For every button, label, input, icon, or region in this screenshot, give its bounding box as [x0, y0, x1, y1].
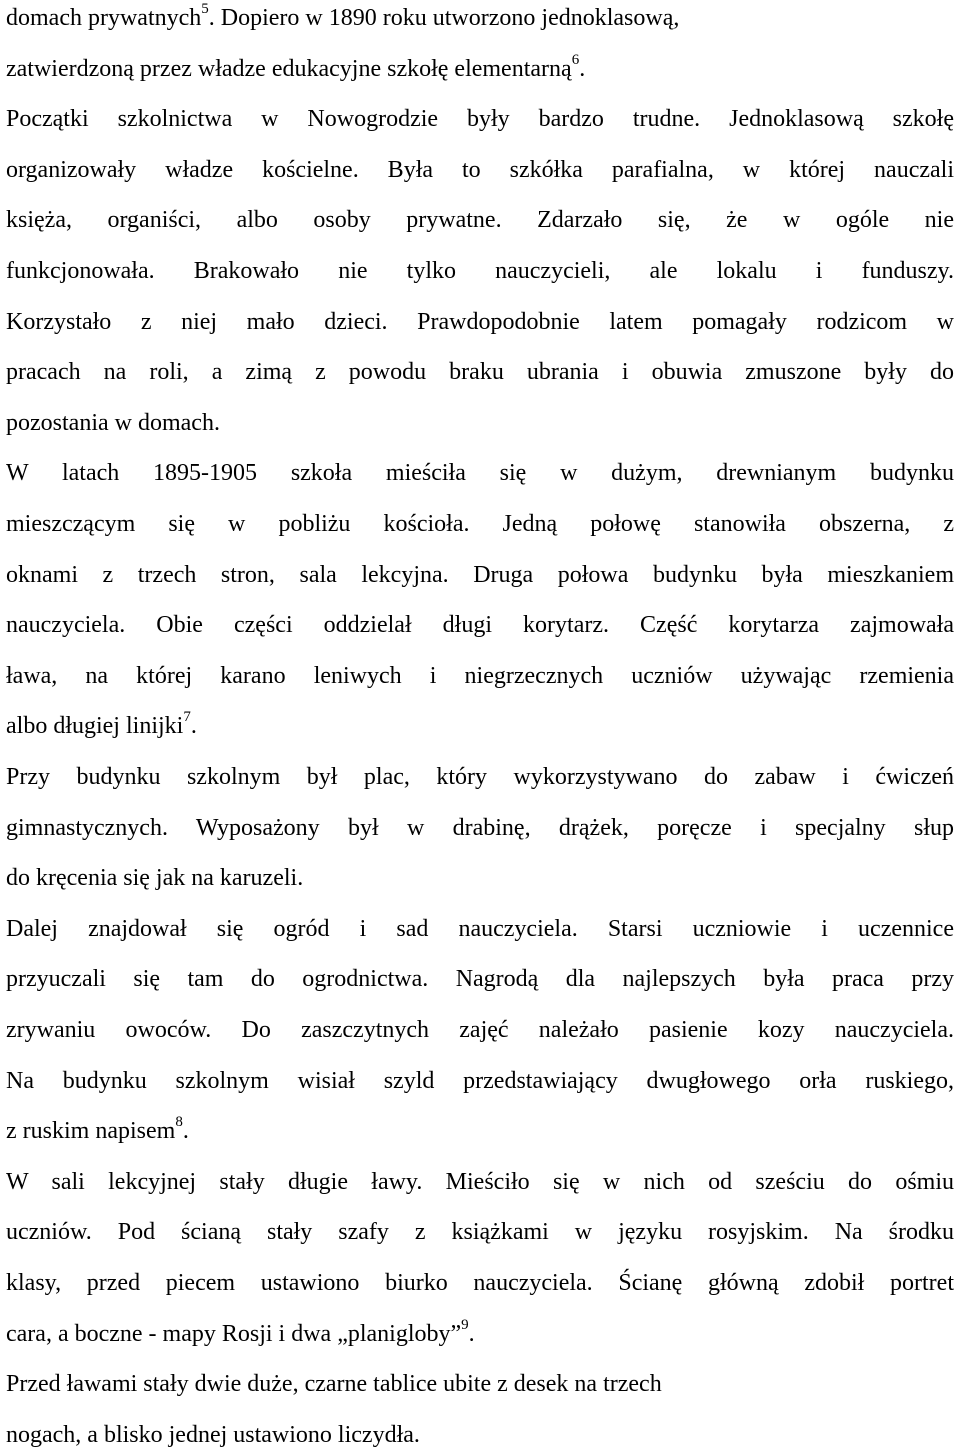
text-segment: funkcjonowała. Brakowało nie tylko nauczycieli, ale lokalu i funduszy.	[6, 258, 954, 284]
text-line	[6, 1368, 954, 1400]
text-line	[6, 812, 954, 844]
footnote-ref: 6	[571, 51, 580, 68]
text-segment: Początki szkolnictwa w Nowogrodzie były bardzo trudne. Jednoklasową szkołę	[6, 106, 954, 133]
text-line	[6, 103, 954, 135]
text-line	[6, 660, 954, 692]
text-segment: pozostania w domach.	[6, 409, 220, 436]
text-line	[6, 710, 954, 742]
text-line	[6, 1115, 954, 1147]
text-segment: . Dopiero w 1890 roku utworzono jednoklasową,	[208, 5, 680, 31]
footnote-ref: 9	[461, 1316, 469, 1333]
text-segment: Przed ławami stały dwie duże, czarne tablice ubite z desek na trzech	[6, 1371, 662, 1398]
text-segment: Dalej znajdował się ogród i sad nauczyciela. Starsi uczniowie i uczennice	[6, 915, 954, 942]
text-line	[6, 457, 954, 489]
text-segment: W sali lekcyjnej stały długie ławy. Mieściło się w nich od sześciu do ośmiu	[6, 1168, 954, 1195]
text-segment: gimnastycznych. Wyposażony był w drabinę, drążek, poręcze i specjalny słup	[6, 814, 954, 841]
text-segment: W latach 1895-1905 szkoła mieściła się w dużym, drewnianym budynku	[6, 460, 954, 487]
text-segment: mieszczącym się w pobliżu kościoła. Jedną połowę stanowiła obszerna, z	[6, 511, 954, 537]
text-segment: zatwierdzoną przez władze edukacyjne szkołę elementarną	[6, 55, 572, 82]
text-segment: oknami z trzech stron, sala lekcyjna. Druga połowa budynku była mieszkaniem	[6, 561, 954, 588]
text-line	[6, 255, 954, 287]
footnote-ref: 7	[183, 709, 191, 726]
text-segment: do kręcenia się jak na karuzeli.	[6, 865, 304, 892]
text-line	[6, 306, 954, 338]
text-segment: albo długiej linijki	[6, 713, 184, 740]
text-segment: klasy, przed piecem ustawiono biurko nauczyciela. Ścianę główną zdobił portret	[6, 1270, 954, 1296]
text-segment: Korzystało z niej mało dzieci. Prawdopodobnie latem pomagały rodzicom w	[6, 308, 954, 335]
text-segment: uczniów. Pod ścianą stały szafy z książkami w języku rosyjskim. Na środku	[6, 1219, 954, 1246]
text-segment: zrywaniu owoców. Do zaszczytnych zajęć należało pasienie kozy nauczyciela.	[6, 1017, 954, 1043]
text-segment: nauczyciela. Obie części oddzielał długi korytarz. Część korytarza zajmowała	[6, 612, 954, 639]
text-segment: .	[190, 713, 197, 740]
text-segment: przyuczali się tam do ogrodnictwa. Nagrodą dla najlepszych była praca przy	[6, 966, 954, 993]
text-line	[6, 862, 954, 894]
text-segment: Przy budynku szkolnym był plac, który wykorzystywano do zabaw i ćwiczeń	[6, 764, 954, 790]
text-segment: nogach, a blisko jednej ustawiono liczydła.	[6, 1421, 420, 1448]
text-line	[6, 1419, 954, 1451]
text-segment: ława, na której karano leniwych i niegrzecznych uczniów używając rzemienia	[6, 662, 954, 689]
text-line	[6, 1267, 954, 1299]
text-segment: organizowały władze kościelne. Była to szkółka parafialna, w której nauczali	[6, 156, 954, 183]
text-line	[6, 1014, 954, 1046]
text-line	[6, 2, 954, 34]
text-line	[6, 913, 954, 945]
text-line	[6, 609, 954, 641]
text-line	[6, 154, 954, 186]
text-line	[6, 407, 954, 439]
text-line	[6, 761, 954, 793]
text-line	[6, 1318, 954, 1350]
text-line	[6, 508, 954, 540]
text-segment: pracach na roli, a zimą z powodu braku ubrania i obuwia zmuszone były do	[6, 359, 954, 386]
footnote-ref: 5	[201, 1, 209, 17]
text-segment: z ruskim napisem	[6, 1118, 176, 1145]
text-segment: księża, organiści, albo osoby prywatne. Zdarzało się, że w ogóle nie	[6, 207, 954, 234]
text-line	[6, 1166, 954, 1198]
text-line	[6, 53, 954, 85]
text-segment: cara, a boczne - mapy Rosji i dwa „planigloby”	[6, 1320, 462, 1347]
text-line	[6, 963, 954, 995]
text-line	[6, 1216, 954, 1248]
text-segment: .	[182, 1118, 189, 1145]
text-line	[6, 1065, 954, 1097]
text-line	[6, 356, 954, 388]
text-segment: .	[468, 1320, 475, 1347]
text-segment: .	[579, 55, 586, 82]
text-line	[6, 204, 954, 236]
text-line	[6, 559, 954, 591]
text-segment: domach prywatnych	[6, 5, 202, 31]
text-segment: Na budynku szkolnym wisiał szyld przedstawiający dwugłowego orła ruskiego,	[6, 1067, 954, 1094]
footnote-ref: 8	[175, 1114, 183, 1131]
